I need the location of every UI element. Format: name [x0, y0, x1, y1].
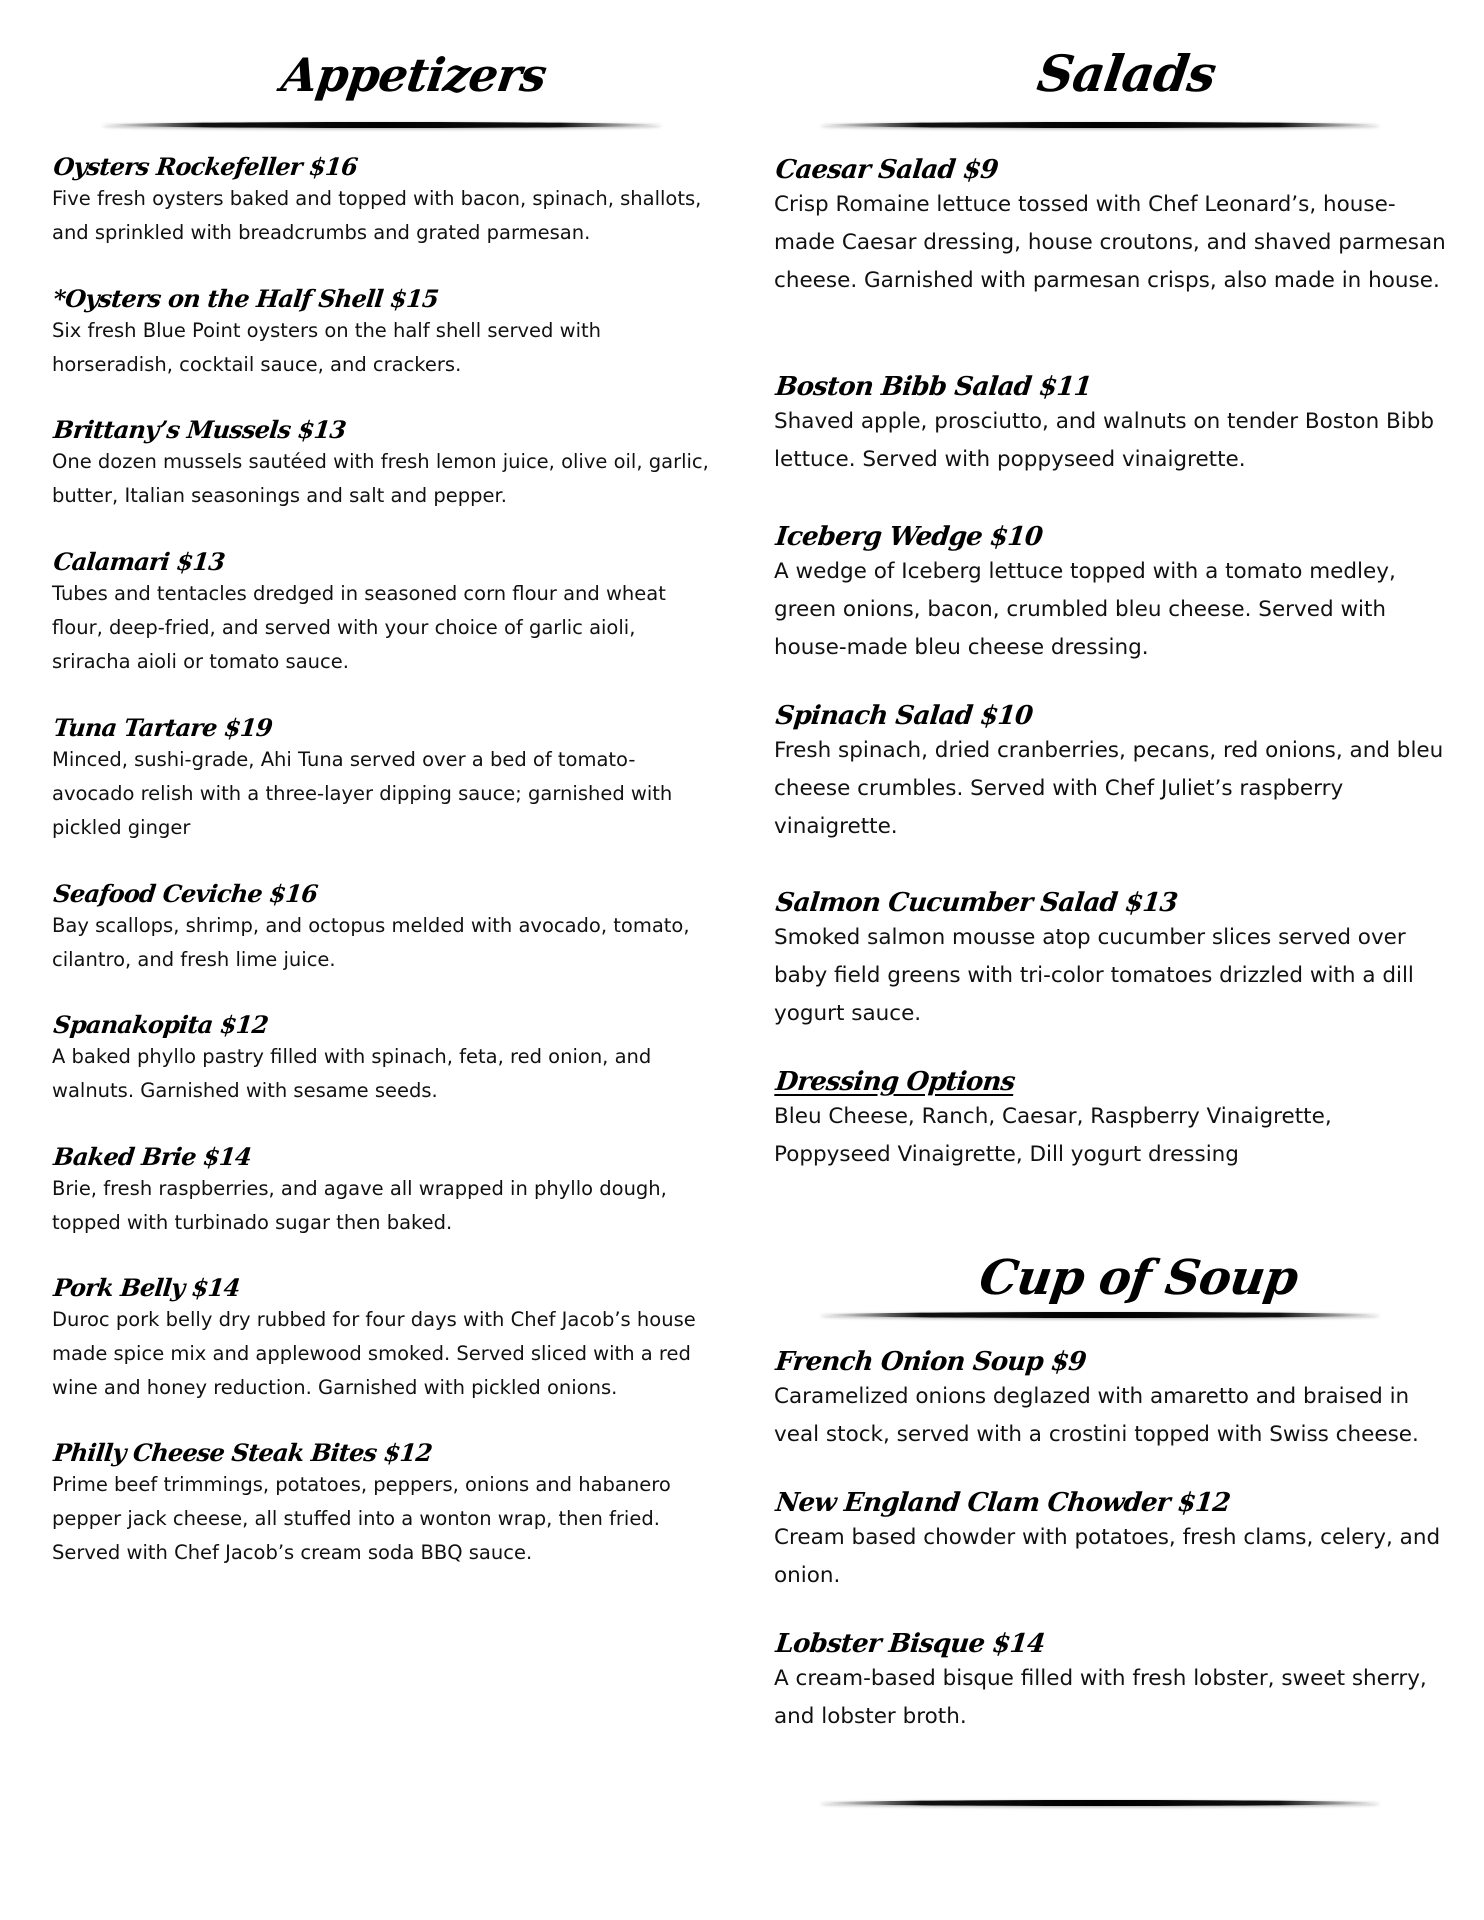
menu-item-spinach-salad: [774, 700, 1454, 846]
item-description: Duroc pork belly dry rubbed for four days with Chef Jacob’s house made spice mix and applewood smoked. Served sliced with a red wine and honey reduction. Garnished with pickled onions.: [52, 1308, 696, 1399]
item-description: Prime beef trimmings, potatoes, peppers, onions and habanero pepper jack cheese, all stuffed into a wonton wrap, then fried. Served with Chef Jacob’s cream soda BBQ sauce.: [52, 1473, 671, 1564]
item-description: Shaved apple, prosciutto, and walnuts on tender Boston Bibb lettuce. Served with poppyseed vinaigrette.: [774, 409, 1435, 472]
item-title: Spinach Salad $10: [774, 701, 1034, 731]
salads-divider: [820, 122, 1380, 128]
item-description: A baked phyllo pastry filled with spinach, feta, red onion, and walnuts. Garnished with sesame seeds.: [52, 1045, 652, 1102]
item-title: Tuna Tartare $19: [52, 713, 274, 742]
item-description: A cream-based bisque filled with fresh lobster, sweet sherry, and lobster broth.: [774, 1666, 1427, 1729]
dressing-options-title: Dressing Options: [774, 1067, 1017, 1097]
item-description: Cream based chowder with potatoes, fresh clams, celery, and onion.: [774, 1525, 1441, 1588]
soup-divider: [820, 1312, 1380, 1318]
menu-item-salmon-cucumber-salad: [774, 887, 1454, 1033]
menu-item-tuna-tartare: [52, 713, 712, 845]
item-title: Brittany’s Mussels $13: [52, 415, 348, 444]
item-title: Spanakopita $12: [52, 1010, 270, 1039]
item-title: Seafood Ceviche $16: [52, 879, 319, 908]
item-description: Smoked salmon mousse atop cucumber slices served over baby field greens with tri-color tomatoes drizzled with a dill yogurt sauce.: [774, 925, 1414, 1026]
menu-item-spanakopita: [52, 1010, 712, 1108]
item-description: Crisp Romaine lettuce tossed with Chef Leonard’s, house-made Caesar dressing, house croutons, and shaved parmesan cheese. Garnished with parmesan crisps, also made in house.: [774, 192, 1446, 293]
item-title: Caesar Salad $9: [774, 155, 1000, 185]
menu-item-boston-bibb-salad: [774, 371, 1454, 479]
soup-heading: Cup of Soup: [976, 1250, 1301, 1306]
item-description: Brie, fresh raspberries, and agave all wrapped in phyllo dough, topped with turbinado sugar then baked.: [52, 1177, 667, 1234]
menu-item-calamari: [52, 547, 712, 679]
menu-item-caesar-salad: [774, 154, 1454, 300]
item-title: French Onion Soup $9: [774, 1347, 1088, 1377]
menu-item-seafood-ceviche: [52, 879, 712, 977]
menu-item-baked-brie: [52, 1142, 712, 1240]
item-title: New England Clam Chowder $12: [774, 1488, 1232, 1518]
menu-item-oysters-half-shell: [52, 284, 712, 382]
item-description: Fresh spinach, dried cranberries, pecans, red onions, and bleu cheese crumbles. Served with Chef Juliet’s raspberry vinaigrette.: [774, 738, 1444, 839]
item-description: Tubes and tentacles dredged in seasoned corn flour and wheat flour, deep-fried, and served with your choice of garlic aioli, sriracha aioli or tomato sauce.: [52, 582, 666, 673]
item-description: Caramelized onions deglazed with amaretto and braised in veal stock, served with a crostini topped with Swiss cheese.: [774, 1384, 1419, 1447]
item-title: Pork Belly $14: [52, 1273, 242, 1302]
item-title: Calamari $13: [52, 547, 227, 576]
item-title: Philly Cheese Steak Bites $12: [52, 1438, 434, 1467]
item-title: *Oysters on the Half Shell $15: [52, 284, 440, 313]
menu-item-brittanys-mussels: [52, 415, 712, 513]
item-title: Oysters Rockefeller $16: [52, 152, 359, 181]
item-description: Bay scallops, shrimp, and octopus melded with avocado, tomato, cilantro, and fresh lime juice.: [52, 914, 690, 971]
item-title: Boston Bibb Salad $11: [774, 372, 1093, 402]
appetizers-heading: Appetizers: [278, 48, 550, 102]
item-description: Six fresh Blue Point oysters on the half shell served with horseradish, cocktail sauce, and crackers.: [52, 319, 601, 376]
item-description: Minced, sushi-grade, Ahi Tuna served over a bed of tomato-avocado relish with a three-layer dipping sauce; garnished with pickled ginger: [52, 748, 673, 839]
item-title: Baked Brie $14: [52, 1142, 253, 1171]
menu-item-iceberg-wedge: [774, 521, 1454, 667]
menu-item-lobster-bisque: [774, 1628, 1454, 1736]
menu-item-oysters-rockefeller: [52, 152, 712, 250]
item-title: Salmon Cucumber Salad $13: [774, 888, 1179, 918]
item-description: A wedge of Iceberg lettuce topped with a tomato medley, green onions, bacon, crumbled bleu cheese. Served with house-made bleu cheese dressing.: [774, 559, 1396, 660]
menu-item-philly-cheese-steak-bites: [52, 1438, 712, 1570]
bottom-divider: [820, 1800, 1380, 1806]
item-description: Five fresh oysters baked and topped with bacon, spinach, shallots, and sprinkled with breadcrumbs and grated parmesan.: [52, 187, 702, 244]
menu-item-french-onion-soup: [774, 1346, 1454, 1454]
menu-item-pork-belly: [52, 1273, 712, 1405]
item-title: Lobster Bisque $14: [774, 1629, 1047, 1659]
item-title: Iceberg Wedge $10: [774, 522, 1044, 552]
appetizers-divider: [102, 122, 662, 128]
dressing-options-list: Bleu Cheese, Ranch, Caesar, Raspberry Vinaigrette, Poppyseed Vinaigrette, Dill yogurt dressing: [774, 1104, 1332, 1167]
salads-heading: Salads: [1033, 44, 1220, 103]
dressing-options: [774, 1066, 1454, 1174]
item-description: One dozen mussels sautéed with fresh lemon juice, olive oil, garlic, butter, Italian seasonings and salt and pepper.: [52, 450, 709, 507]
menu-item-new-england-clam-chowder: [774, 1487, 1454, 1595]
